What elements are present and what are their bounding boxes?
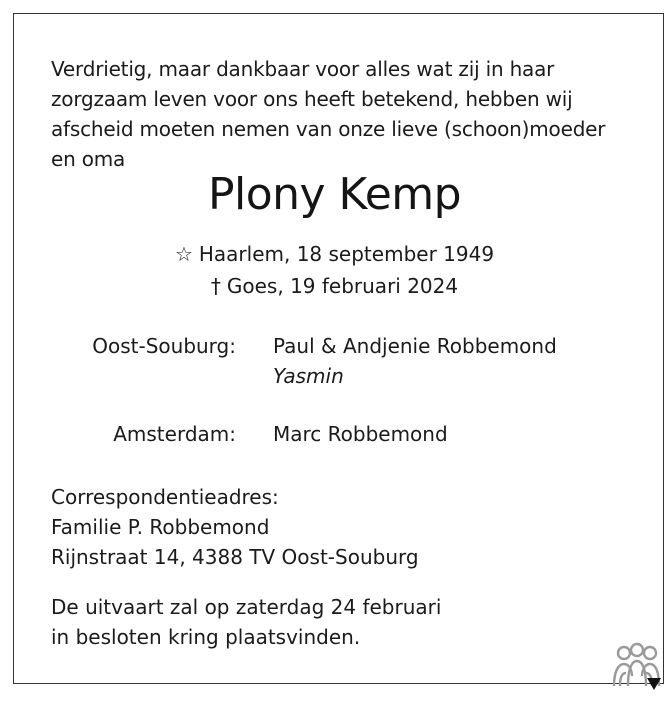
funeral-line: in besloten kring plaatsvinden.: [51, 625, 361, 649]
family-names: Marc Robbemond: [273, 422, 448, 446]
family-child: Yasmin: [273, 364, 344, 388]
intro-line: zorgzaam leven voor ons heeft betekend, hebben wij: [51, 87, 573, 111]
birth-line: [0, 239, 669, 269]
correspondence-heading: Correspondentieadres:: [51, 485, 279, 509]
intro-line: Verdrietig, maar dankbaar voor alles wat zij in haar: [51, 57, 555, 81]
family-names: Paul & Andjenie Robbemond: [273, 334, 557, 358]
birth-text: Haarlem, 18 september 1949: [198, 242, 495, 266]
star-icon: ☆: [174, 242, 193, 266]
correspondence-address: Rijnstraat 14, 4388 TV Oost-Souburg: [51, 545, 419, 569]
intro-line: en oma: [51, 147, 126, 171]
correspondence-block: [51, 482, 419, 572]
funeral-line: De uitvaart zal op zaterdag 24 februari: [51, 595, 442, 619]
intro-line: afscheid moeten nemen van onze lieve (schoon)moeder: [51, 117, 606, 141]
family-place: Oost-Souburg:: [92, 334, 236, 358]
family-place: Amsterdam:: [113, 422, 236, 446]
death-text: Goes, 19 februari 2024: [226, 274, 459, 298]
deceased-name: Plony Kemp: [207, 169, 462, 220]
death-line: [0, 271, 669, 301]
correspondence-name: Familie P. Robbemond: [51, 515, 270, 539]
funeral-notice: [51, 592, 441, 652]
triangle-down-icon[interactable]: [647, 678, 661, 690]
cross-icon: †: [210, 274, 221, 298]
intro-text: [51, 54, 611, 174]
